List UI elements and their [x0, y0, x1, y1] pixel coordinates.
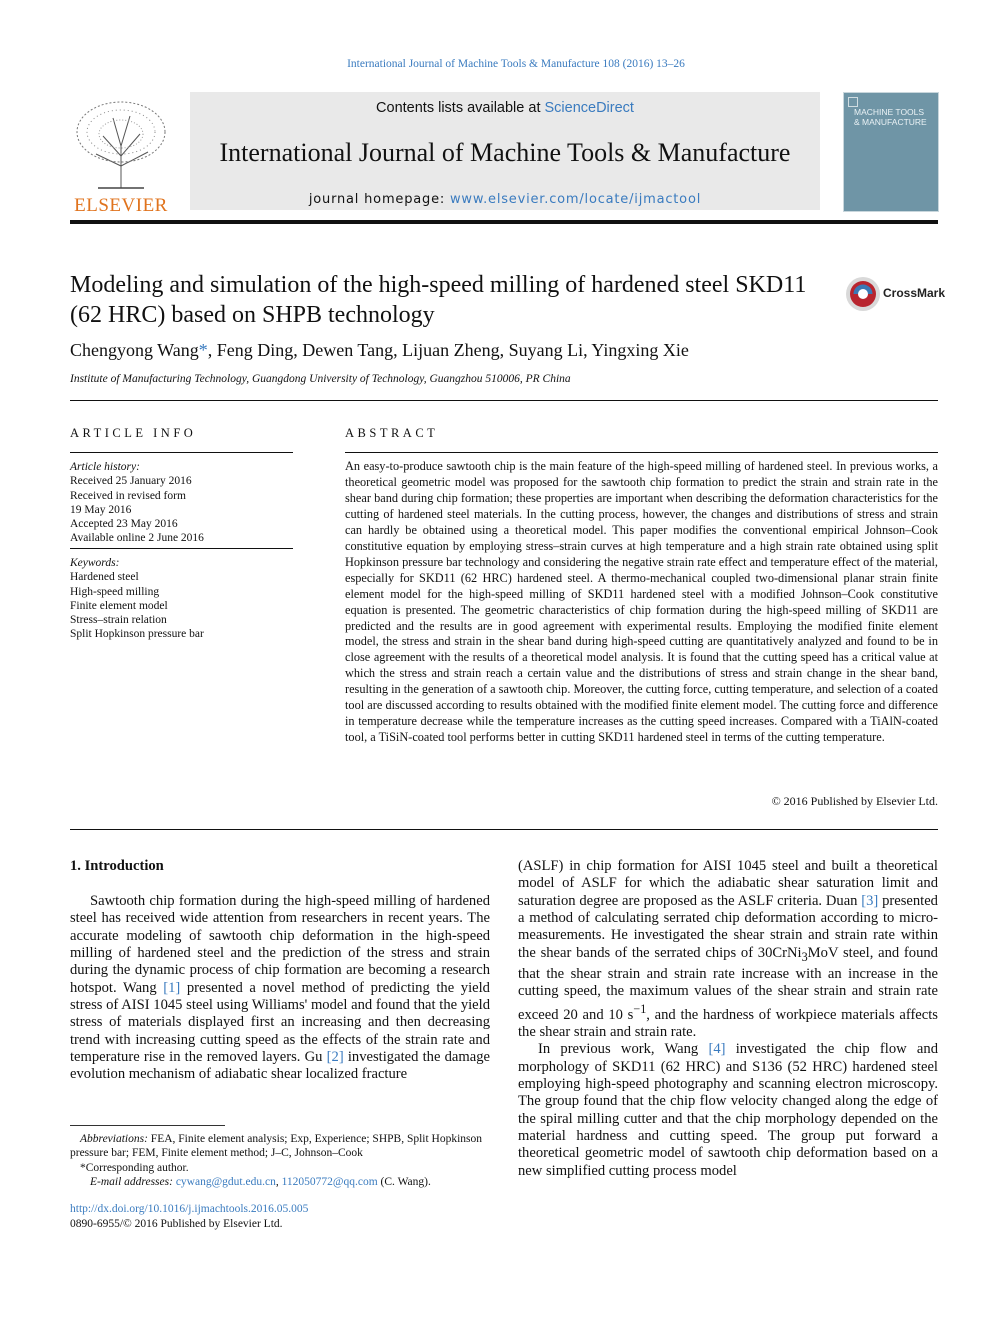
- history-label: Article history:: [70, 461, 140, 473]
- author-rest: , Feng Ding, Dewen Tang, Lijuan Zheng, Suyang Li, Yingxing Xie: [207, 340, 689, 360]
- abstract-text: An easy-to-produce sawtooth chip is the main feature of the high-speed milling of hardened steel. In previous works, a theoretical geometric model was proposed for the sawtooth chip formation to predict the strain and strain rate in the shear band during chip formation; these properties are important when describing the deformation characteristics for the cutting of hardened steel materials. In the cutting process, however, the changes and distributions of stress and strain can hardly be obtained using a theoretical model. This paper modifies the conventional empirical Johnson–Cook constitutive equation by employing stress–strain curves at high temperature and a high strain rate obtained using split Hopkinson pressure bar technology and considering the negative strain rate effect and temperature effect of the material, especially for SKD11 (62 HRC) hardened steel. A thermo-mechanical coupled two-dimensional planar strain finite element model for the high-speed milling of SKD11 hardened steel with a modified Johnson–Cook constitutive equation is presented. The geometric characteristics of chip formation during the high-speed milling of SKD11 are predicted and the results are in good agreement with experimental results. Employing the modified finite element model, the stress and strain in the shear band during high-speed cutting are quantitatively analyzed and found to be in close agreement with the results of a theoretical model analysis. It is found that the cutting speed has a critical value at which the stress and strain reach a certain value and the distributions of stress and strain change in the shear band, resulting in the generation of a sawtooth chip. Moreover, the cutting force, cutting temperature, and selection of a coated tool are discussed according to results obtained with the modified finite element model. The cutting force and difference in temperature decrease while the temperature increases as the cutting speed increases. Compared with a TiAlN-coated tool, a TiSiN-coated tool performs better in cutting SKD11 hardened steel in terms of the cutting temperature.: [345, 459, 938, 745]
- contents-line: [190, 100, 820, 116]
- homepage-prefix: journal homepage:: [308, 192, 450, 207]
- header-rule: [70, 220, 938, 224]
- homepage-link[interactable]: www.elsevier.com/locate/ijmactool: [449, 192, 702, 207]
- history-item: Received 25 January 2016: [70, 475, 192, 488]
- abstract-end-rule: [70, 829, 938, 830]
- text-run: investigated the damage evolution mechanism of adiabatic shear localized fracture: [70, 1049, 490, 1083]
- text-run: In previous work, Wang: [538, 1041, 709, 1058]
- article-info-rule: [70, 452, 293, 453]
- crossmark-icon: [845, 276, 881, 312]
- title-rule: [70, 400, 938, 401]
- author-list: [70, 340, 689, 361]
- abbrev-label: Abbreviations:: [80, 1133, 148, 1145]
- reference-link[interactable]: [4]: [708, 1041, 726, 1058]
- issn-line: 0890-6955/© 2016 Published by Elsevier Ltd.: [70, 1218, 283, 1230]
- reference-link[interactable]: [2]: [326, 1049, 344, 1066]
- email-suffix: (C. Wang).: [377, 1176, 431, 1188]
- keyword-item: High-speed milling: [70, 585, 160, 598]
- email-label: E-mail addresses:: [90, 1176, 173, 1188]
- corr-text: Corresponding author.: [85, 1162, 189, 1174]
- email-link[interactable]: 112050772@qq.com: [281, 1176, 378, 1188]
- cover-emblem-icon: [848, 97, 858, 107]
- keywords-rule: [70, 548, 293, 549]
- article-info-heading: ARTICLE INFO: [70, 426, 197, 440]
- intro-paragraph: [518, 858, 938, 1041]
- text-run: presented a novel method of predicting the yield stress of AISI 1045 steel using Williams' model and found that the yield stress of materials displayed first an increasing and then decreasing trend with increasing cutting speed as the effects of the strain rate and temperature rise in the removed layers. Gu: [70, 979, 490, 1066]
- intro-left-column: [70, 893, 490, 1084]
- affiliation: Institute of Manufacturing Technology, Guangdong University of Technology, Guangzhou 510006, PR China: [70, 373, 571, 385]
- contents-prefix: Contents lists available at: [376, 100, 545, 116]
- history-item: Accepted 23 May 2016: [70, 518, 178, 531]
- intro-paragraph: [518, 1041, 938, 1180]
- history-item: Available online 2 June 2016: [70, 532, 204, 545]
- email-link[interactable]: cywang@gdut.edu.cn: [175, 1176, 276, 1188]
- cover-title: MACHINE TOOLS & MANUFACTURE: [854, 107, 927, 127]
- superscript: −1: [633, 1001, 647, 1016]
- subscript: 3: [801, 949, 808, 964]
- intro-right-column: [518, 858, 938, 1180]
- sciencedirect-link[interactable]: ScienceDirect: [544, 100, 634, 116]
- keyword-item: Split Hopkinson pressure bar: [70, 628, 204, 641]
- doi-link[interactable]: http://dx.doi.org/10.1016/j.ijmachtools.2016.05.005: [70, 1203, 309, 1215]
- section-heading-introduction: 1. Introduction: [70, 858, 164, 874]
- email-footnote: [90, 1175, 490, 1189]
- abstract-copyright: © 2016 Published by Elsevier Ltd.: [771, 794, 938, 808]
- email-sep: ,: [275, 1176, 282, 1188]
- corr-mark: *: [80, 1162, 86, 1174]
- intro-paragraph: [70, 893, 490, 1084]
- keyword-item: Stress–strain relation: [70, 614, 167, 627]
- keyword-item: Hardened steel: [70, 571, 139, 584]
- abbreviations-footnote: [70, 1132, 490, 1161]
- tree-icon: [68, 96, 174, 192]
- reference-link[interactable]: [1]: [163, 979, 181, 996]
- keywords: [70, 556, 293, 642]
- footnote-rule: [70, 1125, 225, 1126]
- article-title: Modeling and simulation of the high-speed milling of hardened steel SKD11 (62 HRC) based on SHPB technology: [70, 272, 807, 328]
- text-run: (ASLF) in chip formation for AISI 1045 steel and built a theoretical model of ASLF for which the adiabatic shear saturation limit and saturation degree are proposed as the ASLF criteria. Duan: [518, 858, 938, 909]
- crossmark-label: CrossMark: [883, 286, 946, 300]
- text-run: , and the hardness of workpiece materials affects the shear strain and strain rate.: [518, 1006, 938, 1040]
- history-item: Received in revised form: [70, 489, 186, 502]
- keyword-item: Finite element model: [70, 599, 168, 612]
- abstract-heading: ABSTRACT: [345, 426, 439, 440]
- elsevier-logo: [68, 96, 174, 214]
- author-first[interactable]: Chengyong Wang: [70, 340, 199, 360]
- corresponding-mark[interactable]: *: [198, 340, 208, 360]
- journal-title: International Journal of Machine Tools & Manufacture: [219, 138, 791, 167]
- keywords-label: Keywords:: [70, 557, 120, 569]
- corresponding-footnote: [80, 1161, 490, 1175]
- journal-homepage: [190, 192, 820, 207]
- text-run: Sawtooth chip formation during the high-speed milling of hardened steel has received wide attention from researchers in recent years. The accurate modeling of sawtooth chip deformation in the high-speed milling of hardened steel and the prediction of the stress and strain during the dynamic process of chip formation are becoming a research hotspot. Wang: [70, 893, 490, 996]
- journal-citation[interactable]: International Journal of Machine Tools & Manufacture 108 (2016) 13–26: [347, 58, 685, 70]
- article-history: [70, 460, 293, 546]
- journal-cover-thumbnail[interactable]: [843, 92, 939, 212]
- history-item: 19 May 2016: [70, 503, 132, 516]
- text-run: presented a method of calculating serrated chip deformation according to micro-measurements. He investigated the shear strain and strain rate within the shear bands of the serrated chips of 30CrNi: [518, 892, 938, 961]
- reference-link[interactable]: [3]: [861, 892, 879, 909]
- text-run: MoV steel, and found that the shear strain and strain rate increase with an increase in the cutting speed, the maximum values of the shear strain and strain rate exceed 20 and 10 s: [518, 944, 938, 1023]
- elsevier-wordmark: ELSEVIER: [74, 195, 168, 216]
- abbrev-text: FEA, Finite element analysis; Exp, Experience; SHPB, Split Hopkinson pressure bar; FEM, Finite element method; J–C, Johnson–Cook: [70, 1133, 483, 1160]
- abstract-rule: [345, 452, 938, 453]
- crossmark-badge[interactable]: [845, 276, 946, 312]
- text-run: investigated the chip flow and morphology of SKD11 (62 HRC) and S136 (52 HRC) hardened steel employing high-speed photography and scanning electron microscopy. The group found that the chip flow velocity changed along the edge of the spiral milling cutter and that the chip morphology depended on the material hardness and cutting speed. The group put forward a theoretical geometric model of sawtooth chip deformation based on a new simplified cutting process model: [518, 1041, 938, 1179]
